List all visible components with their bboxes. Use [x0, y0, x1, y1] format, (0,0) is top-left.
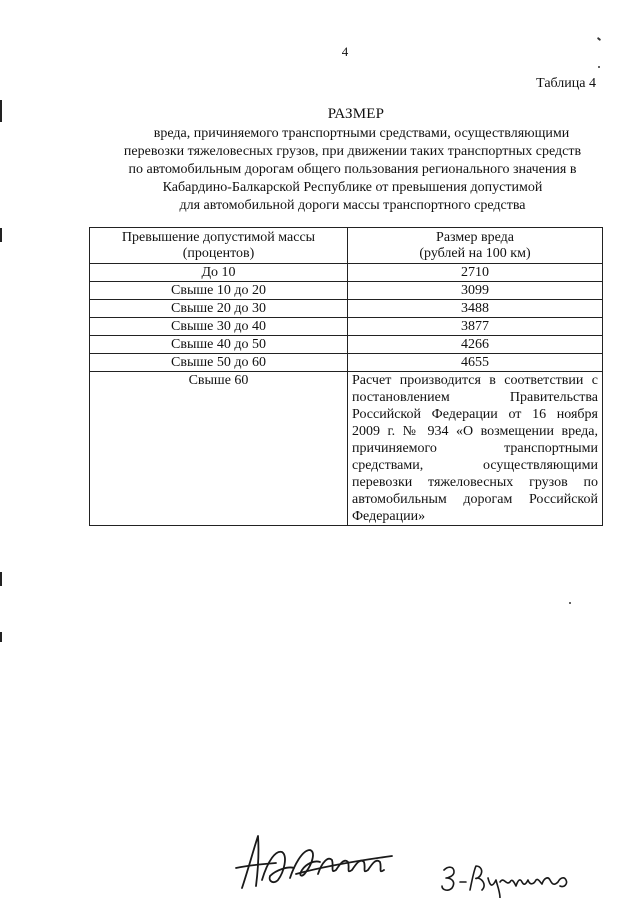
- scan-speck: [598, 66, 600, 68]
- scan-speck: [597, 37, 601, 41]
- page-number: 4: [341, 44, 349, 59]
- value-cell: 3099: [348, 282, 603, 300]
- subtitle-line: для автомобильной дороги массы транспортного средства: [179, 198, 526, 213]
- subtitle-line: вреда, причиняемого транспортными средствами, осуществляющими: [153, 126, 570, 141]
- range-cell: Свыше 30 до 40: [90, 318, 348, 336]
- scan-speck: [569, 602, 571, 604]
- value-cell: 3488: [348, 300, 603, 318]
- range-cell: Свыше 10 до 20: [90, 282, 348, 300]
- value-cell: 3877: [348, 318, 603, 336]
- damage-table: [89, 227, 603, 526]
- document-subtitle: [100, 125, 605, 215]
- range-cell: Свыше 60: [90, 372, 348, 526]
- table-label: Таблица 4: [536, 76, 596, 91]
- calculation-note-cell: Расчет производится в соответствии с постановлением Правительства Российской Федерации от 16 ноября 2009 г. № 934 «О возмещении вреда, причиняемого транспортными средствами, осуществляющими перевозки тяжеловесных грузов по автомобильным дорогам Российской Федерации»: [348, 372, 603, 526]
- table-row: [90, 282, 603, 300]
- subtitle-line: перевозки тяжеловесных грузов, при движении таких транспортных средств: [123, 144, 582, 159]
- table-row: [90, 264, 603, 282]
- range-cell: Свыше 20 до 30: [90, 300, 348, 318]
- header-damage-amount: [348, 228, 603, 264]
- value-cell: 4266: [348, 336, 603, 354]
- value-cell: 2710: [348, 264, 603, 282]
- header-line: (рублей на 100 км): [419, 246, 531, 261]
- header-excess-mass: [90, 228, 348, 264]
- subtitle-line: Кабардино-Балкарской Республике от превышения допустимой: [162, 180, 543, 195]
- range-cell: До 10: [90, 264, 348, 282]
- left-margin-scan-marks: [0, 0, 3, 905]
- subtitle-line: по автомобильным дорогам общего пользования регионального значения в: [128, 162, 577, 177]
- table-row: [90, 336, 603, 354]
- table-row: [90, 300, 603, 318]
- range-cell: Свыше 40 до 50: [90, 336, 348, 354]
- value-cell: 4655: [348, 354, 603, 372]
- header-line: Превышение допустимой массы: [121, 230, 316, 245]
- header-line: Размер вреда: [436, 230, 514, 245]
- table-header-row: [90, 228, 603, 264]
- table-row-last: [90, 372, 603, 526]
- range-cell: Свыше 50 до 60: [90, 354, 348, 372]
- handwritten-signature-right: [440, 860, 578, 898]
- table-row: [90, 318, 603, 336]
- document-heading: РАЗМЕР: [327, 106, 385, 122]
- handwritten-signature-left: [232, 830, 402, 892]
- header-line: (процентов): [182, 246, 255, 261]
- table-row: [90, 354, 603, 372]
